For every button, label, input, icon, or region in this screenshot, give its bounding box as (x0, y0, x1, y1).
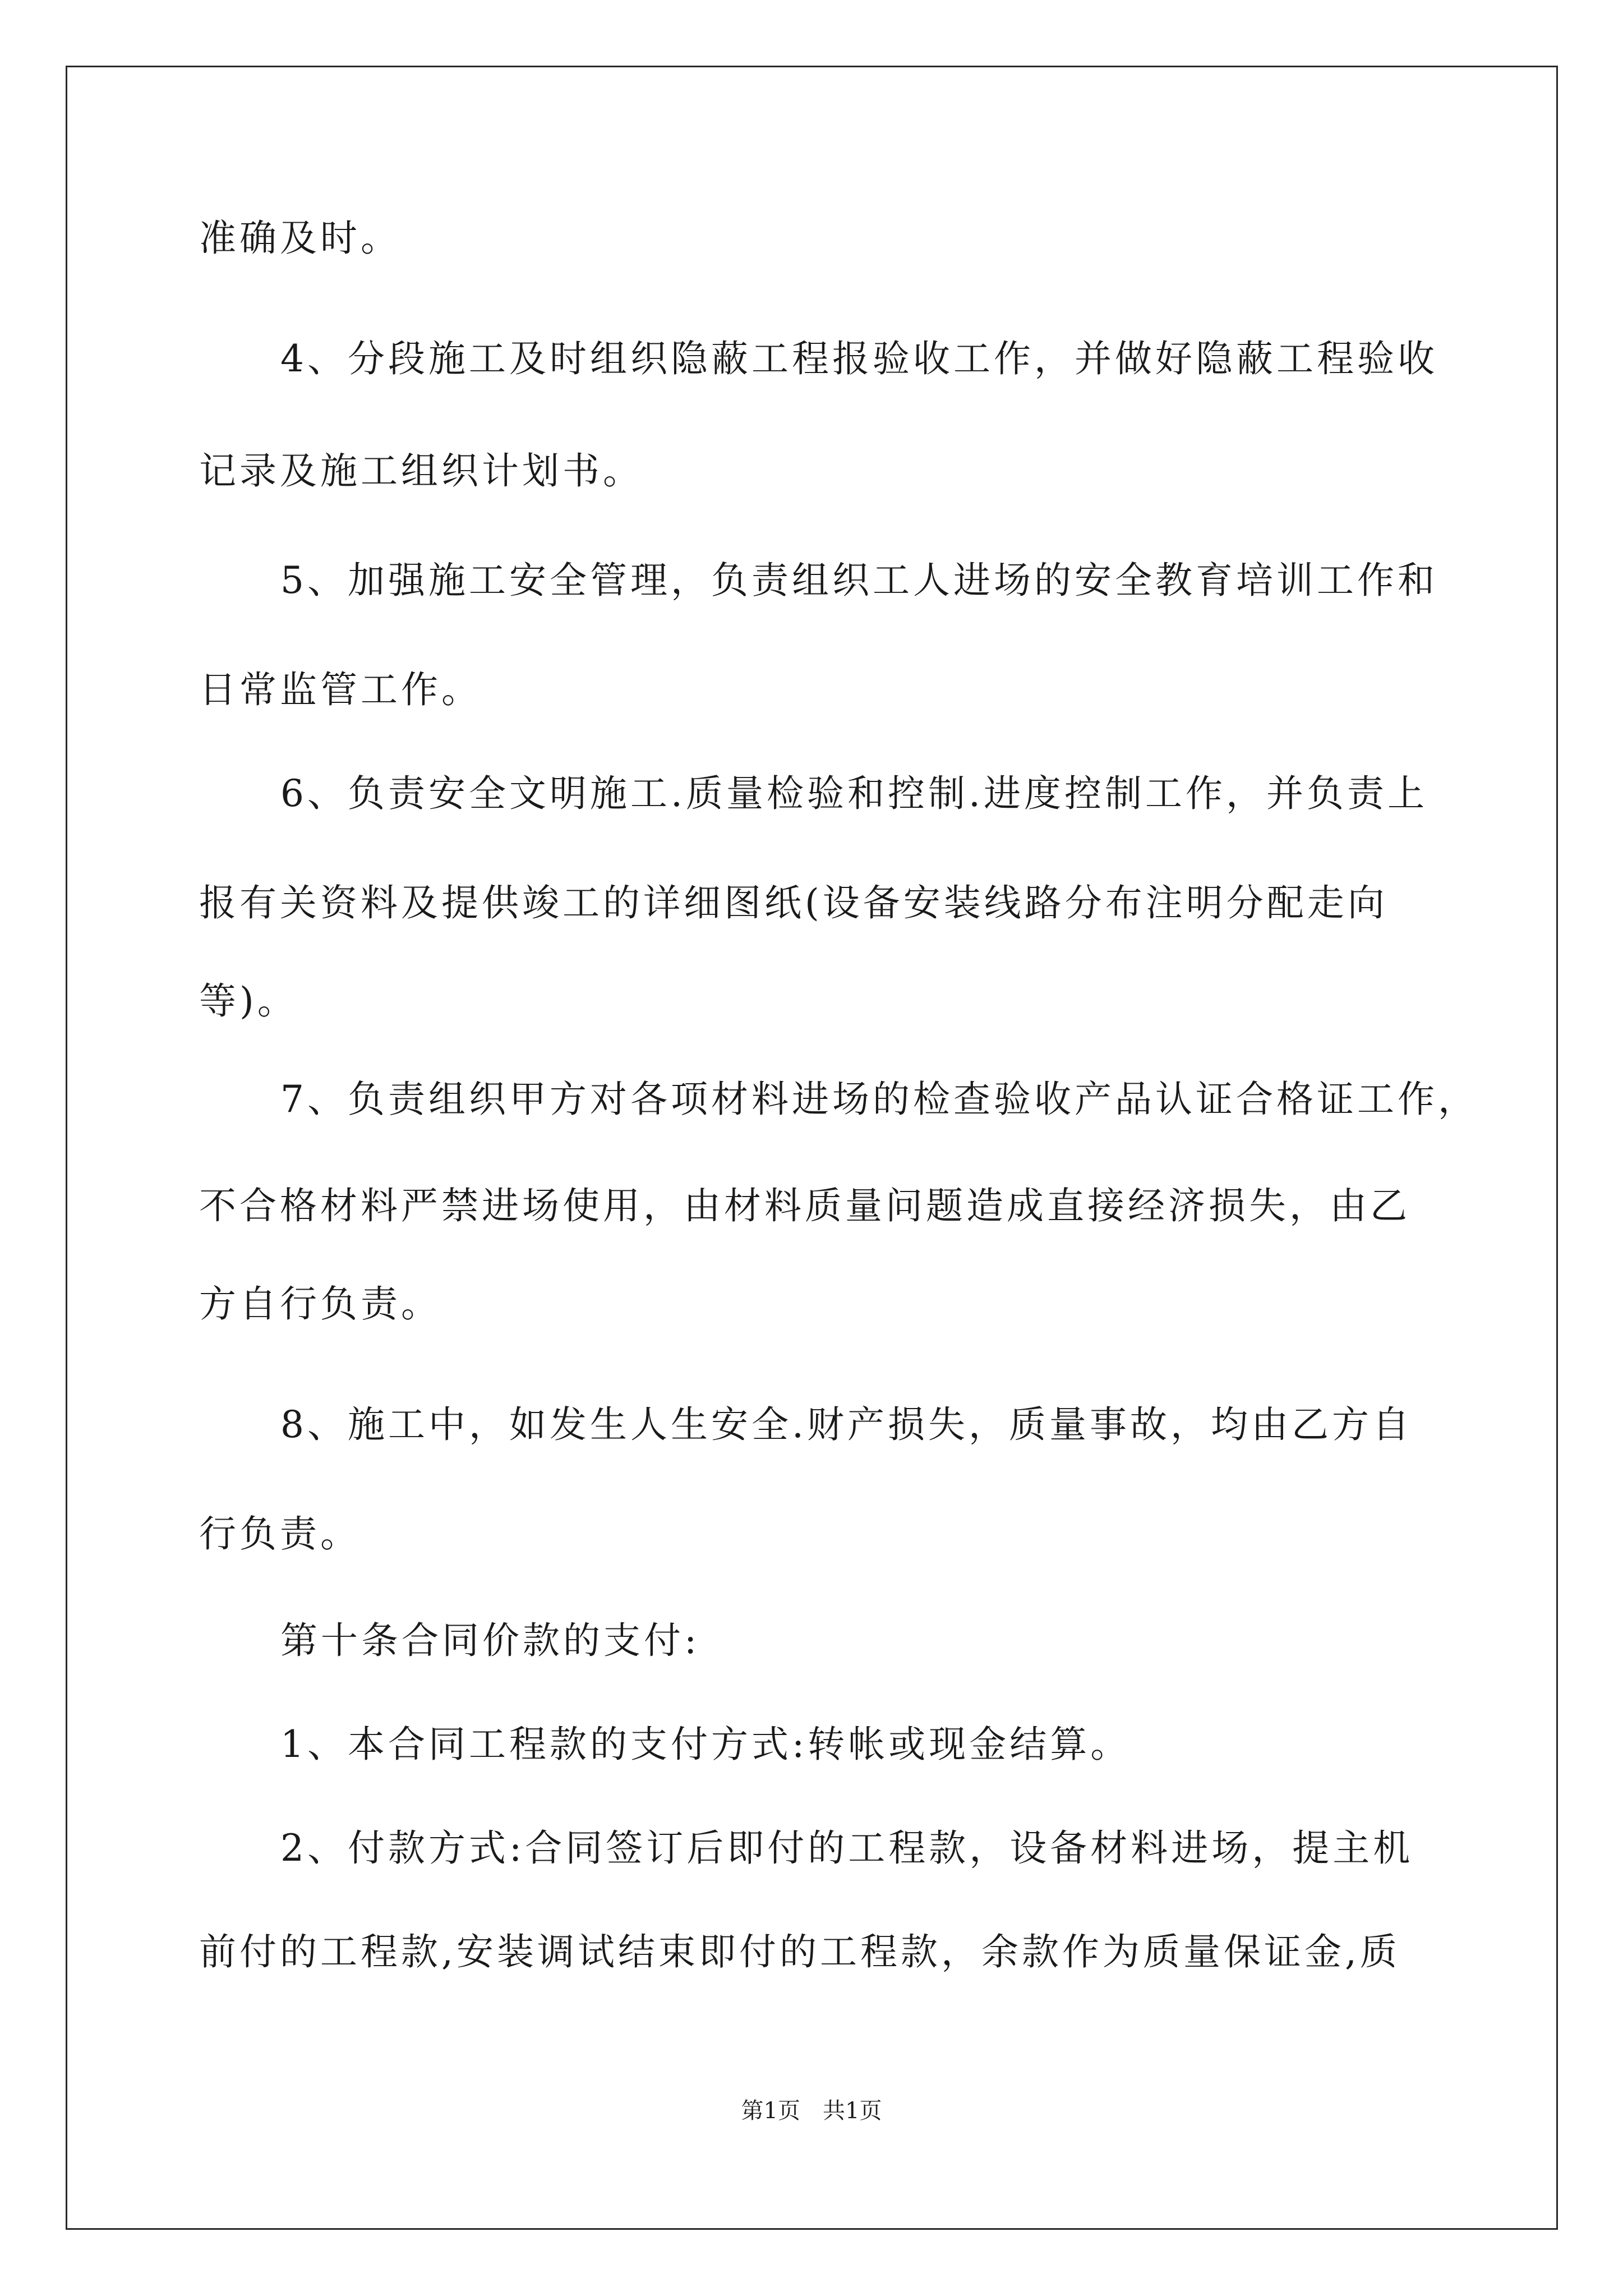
paragraph-line: 记录及施工组织计划书。 (199, 449, 643, 493)
paragraph-line: 1、本合同工程款的支付方式:转帐或现金结算。 (280, 1723, 1131, 1766)
paragraph-line: 日常监管工作。 (199, 668, 482, 711)
paragraph-line: 6、负责安全文明施工.质量检验和控制.进度控制工作，并负责上 (280, 772, 1428, 815)
paragraph-line: 行负责。 (199, 1512, 361, 1556)
paragraph-line: 5、加强施工安全管理，负责组织工人进场的安全教育培训工作和 (280, 559, 1438, 602)
paragraph-line: 准确及时。 (199, 217, 401, 260)
paragraph-line: 2、付款方式:合同签订后即付的工程款，设备材料进场，提主机 (280, 1826, 1414, 1870)
paragraph-line: 8、施工中，如发生人生安全.财产损失，质量事故，均由乙方自 (280, 1403, 1413, 1446)
paragraph-line: 4、分段施工及时组织隐蔽工程报验收工作，并做好隐蔽工程验收 (280, 337, 1438, 380)
paragraph-line: 前付的工程款,安装调试结束即付的工程款，余款作为质量保证金,质 (199, 1930, 1400, 1973)
paragraph-line: 等)。 (199, 979, 298, 1023)
paragraph-line: 不合格材料严禁进场使用，由材料质量问题造成直接经济损失，由乙 (199, 1184, 1410, 1227)
paragraph-line: 7、负责组织甲方对各项材料进场的检查验收产品认证合格证工作， (280, 1078, 1478, 1121)
page-border (66, 66, 1558, 2230)
paragraph-line: 报有关资料及提供竣工的详细图纸(设备安装线路分布注明分配走向 (199, 881, 1388, 924)
page-number-footer: 第1页 共1页 (741, 2098, 882, 2124)
paragraph-line: 方自行负责。 (199, 1282, 441, 1326)
section-heading: 第十条合同价款的支付: (280, 1619, 700, 1662)
